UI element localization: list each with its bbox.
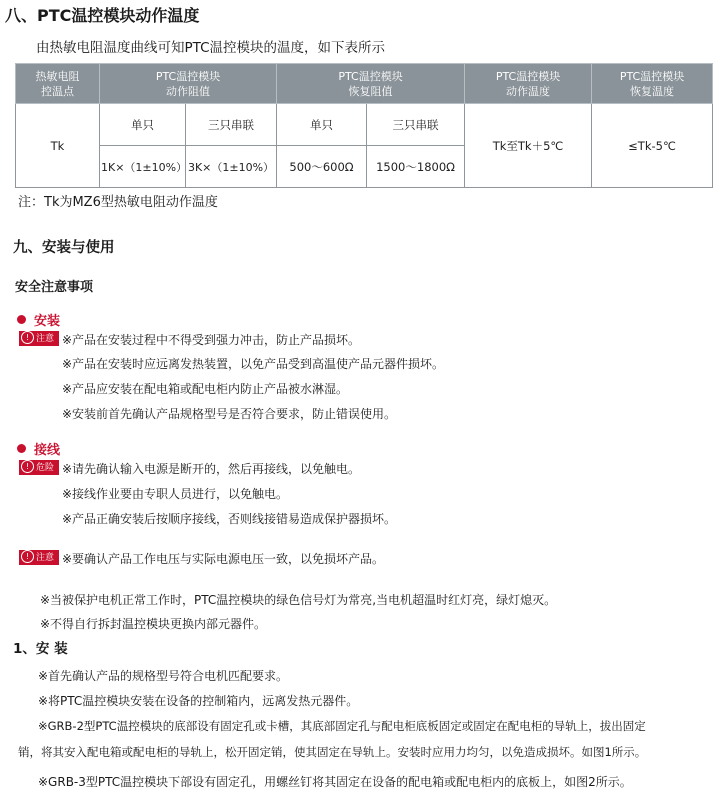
cell-recovery-series: 1500～1800Ω: [367, 146, 465, 188]
warning-icon: !: [21, 460, 34, 473]
cell-control-point: Tk: [16, 104, 100, 188]
list-item: ※产品在安装时应远离发热装置，以免产品受到高温使产品元器件损坏。: [62, 357, 445, 371]
cell-sub-series: 三只串联: [367, 104, 465, 146]
warning-icon: !: [21, 550, 34, 563]
warning-icon: !: [21, 331, 34, 344]
list-item: ※当被保护电机正常工作时，PTC温控模块的绿色信号灯为常亮,当电机超温时红灯亮，绿灯熄灭。: [40, 593, 557, 607]
cell-action-temp: Tk至Tk＋5℃: [465, 104, 592, 188]
section-8-title: 八、PTC温控模块动作温度: [5, 6, 200, 25]
list-item: 销，将其安入配电箱或配电柜的导轨上，松开固定销，使其固定在导轨上。安装时应用力均匀，以免造成损坏。如图1所示。: [18, 745, 647, 759]
safety-title: 安全注意事项: [15, 280, 94, 295]
cell-sub-series: 三只串联: [186, 104, 277, 146]
list-item: ※不得自行拆封温控模块更换内部元器件。: [40, 617, 267, 631]
cell-recovery-single: 500～600Ω: [277, 146, 367, 188]
header-control-point: 热敏电阻 控温点: [16, 64, 100, 104]
list-item: ※接线作业要由专职人员进行，以免触电。: [62, 487, 289, 501]
install-subtitle: 安装: [17, 310, 60, 329]
bullet-icon: [17, 444, 26, 453]
list-item: ※要确认产品工作电压与实际电源电压一致，以免损坏产品。: [62, 552, 385, 566]
table-row: [16, 104, 713, 146]
danger-badge: ! 危险: [19, 460, 59, 475]
table-note: 注：Tk为MZ6型热敏电阻动作温度: [18, 195, 218, 210]
caution-badge: ! 注意: [19, 331, 59, 346]
cell-action-series: 3K×（1±10%）: [186, 146, 277, 188]
list-item: ※GRB-3型PTC温控模块下部设有固定孔，用螺丝钉将其固定在设备的配电箱或配电柜内的底板上，如图2所示。: [38, 775, 632, 789]
list-item: ※GRB-2型PTC温控模块的底部设有固定孔或卡槽，其底部固定孔与配电柜底板固定或固定在配电柜的导轨上，拔出固定: [38, 719, 646, 733]
section-1-title: 1、安 装: [13, 641, 68, 657]
header-action-temperature: PTC温控模块 动作温度: [465, 64, 592, 104]
list-item: ※产品正确安装后按顺序接线，否则线接错易造成保护器损坏。: [62, 512, 397, 526]
cell-sub-single: 单只: [277, 104, 367, 146]
header-recovery-resistance: PTC温控模块 恢复阻值: [277, 64, 465, 104]
cell-action-single: 1K×（1±10%）: [100, 146, 186, 188]
cell-sub-single: 单只: [100, 104, 186, 146]
cell-recovery-temp: ≤Tk-5℃: [592, 104, 713, 188]
caution-badge: ! 注意: [19, 550, 59, 565]
list-item: ※产品在安装过程中不得受到强力冲击，防止产品损坏。: [62, 333, 361, 347]
header-recovery-temperature: PTC温控模块 恢复温度: [592, 64, 713, 104]
header-action-resistance: PTC温控模块 动作阻值: [100, 64, 277, 104]
temperature-spec-table: [15, 63, 713, 188]
section-9-title: 九、安装与使用: [13, 240, 115, 256]
list-item: ※请先确认输入电源是断开的，然后再接线，以免触电。: [62, 462, 361, 476]
section-8-intro: 由热敏电阻温度曲线可知PTC温控模块的温度，如下表所示: [36, 40, 386, 56]
list-item: ※产品应安装在配电箱或配电柜内防止产品被水淋湿。: [62, 382, 349, 396]
list-item: ※安装前首先确认产品规格型号是否符合要求，防止错误使用。: [62, 407, 397, 421]
table-header-row: [16, 64, 713, 104]
list-item: ※将PTC温控模块安装在设备的控制箱内，远离发热元器件。: [38, 694, 359, 708]
list-item: ※首先确认产品的规格型号符合电机匹配要求。: [38, 669, 289, 683]
wiring-subtitle: 接线: [17, 439, 60, 458]
bullet-icon: [17, 315, 26, 324]
